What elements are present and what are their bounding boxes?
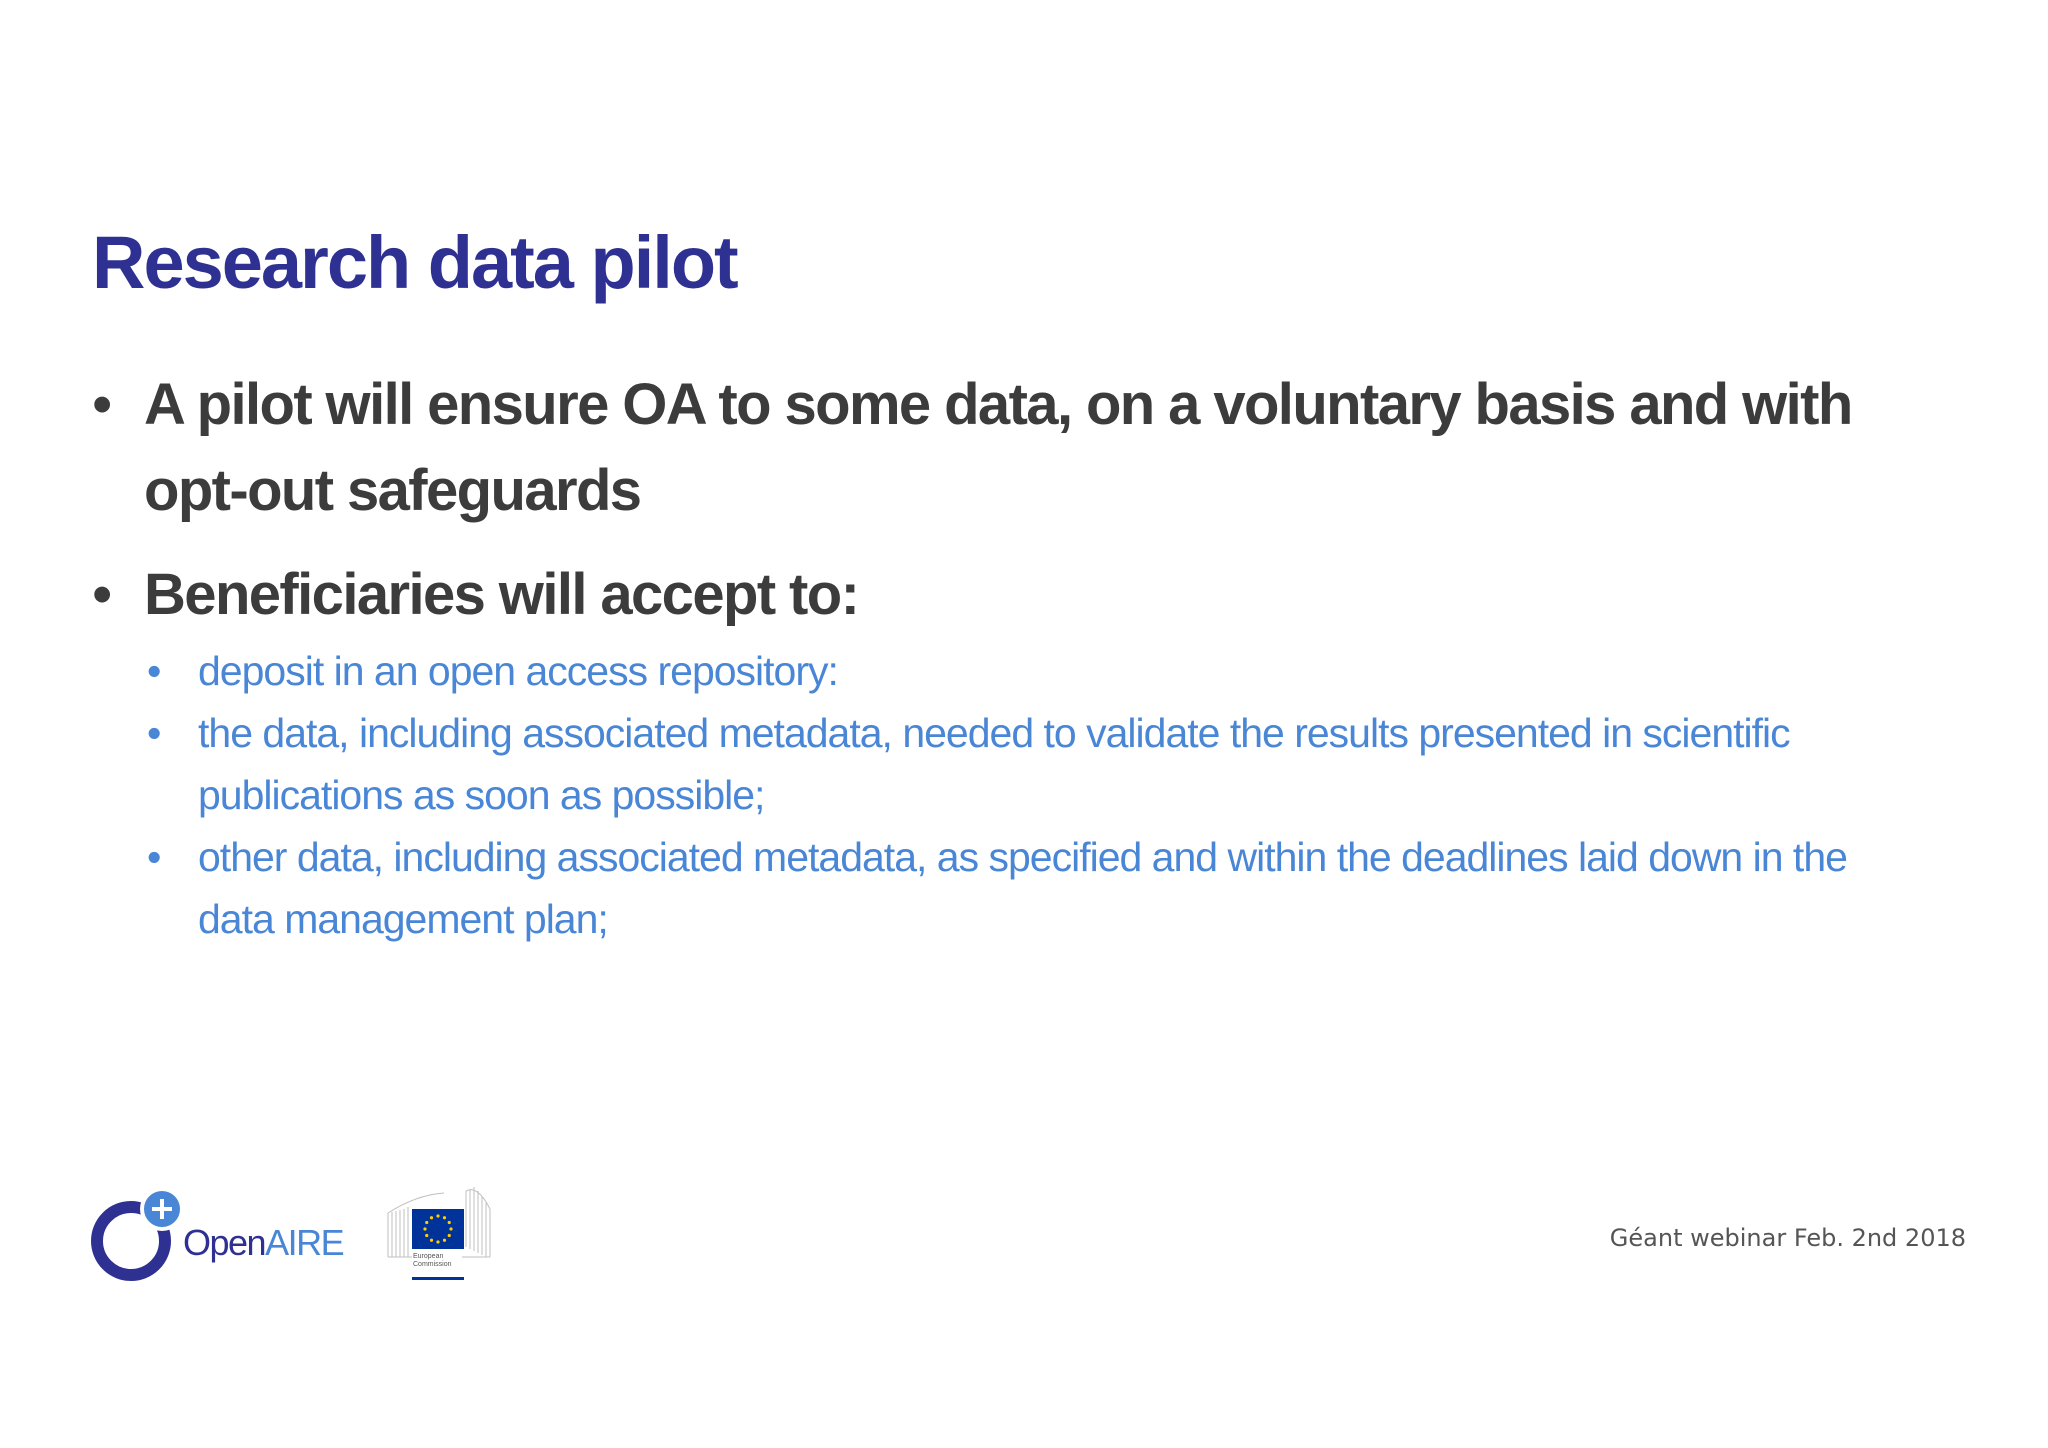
sub-bullet-item [92,702,1852,826]
eu-star [425,1234,428,1237]
openaire-wordmark [183,1222,343,1264]
sub-bullet-text: deposit in an open access repository: [198,648,838,694]
openaire-ring-plus-icon [88,1185,188,1285]
footer-logos [88,1185,528,1290]
bullet-text: Beneficiaries will accept to: [144,562,859,627]
eu-star [430,1216,433,1219]
eu-star [436,1240,439,1243]
eu-star [449,1227,452,1230]
eu-star [443,1216,446,1219]
eu-star [448,1234,451,1237]
sub-bullet-glyph: • [147,710,161,756]
sub-bullet-glyph: • [147,648,161,694]
eu-flag-building-icon [386,1185,526,1285]
bullet-item [92,362,1852,534]
eu-star [436,1214,439,1217]
sub-bullet-item [92,640,1852,702]
bullet-glyph: • [92,372,111,437]
eu-star [423,1227,426,1230]
openaire-wordmark-open: Open [183,1222,266,1263]
openaire-logo [88,1185,358,1285]
sub-bullet-text: the data, including associated metadata, needed to validate the results presented in scientific publications as soon as possible; [198,710,1790,818]
slide-title: Research data pilot [92,221,737,304]
european-commission-logo [386,1185,526,1285]
sub-bullet-text: other data, including associated metadata, as specified and within the deadlines laid down in the data management plan; [198,834,1847,942]
eu-star [448,1221,451,1224]
sub-bullet-list [92,640,1852,950]
sub-bullet-glyph: • [147,834,161,880]
eu-star [430,1239,433,1242]
openaire-wordmark-aire: AIRE [265,1222,344,1263]
sub-bullet-item [92,826,1852,950]
eu-star [443,1239,446,1242]
bullet-glyph: • [92,562,111,627]
eu-star [425,1221,428,1224]
bullet-item [92,552,1852,638]
footer-note: Géant webinar Feb. 2nd 2018 [1609,1224,1966,1252]
slide-body [92,362,1852,950]
ec-caption: European Commission [413,1253,452,1268]
bullet-text: A pilot will ensure OA to some data, on a voluntary basis and with opt-out safeguards [144,372,1852,523]
